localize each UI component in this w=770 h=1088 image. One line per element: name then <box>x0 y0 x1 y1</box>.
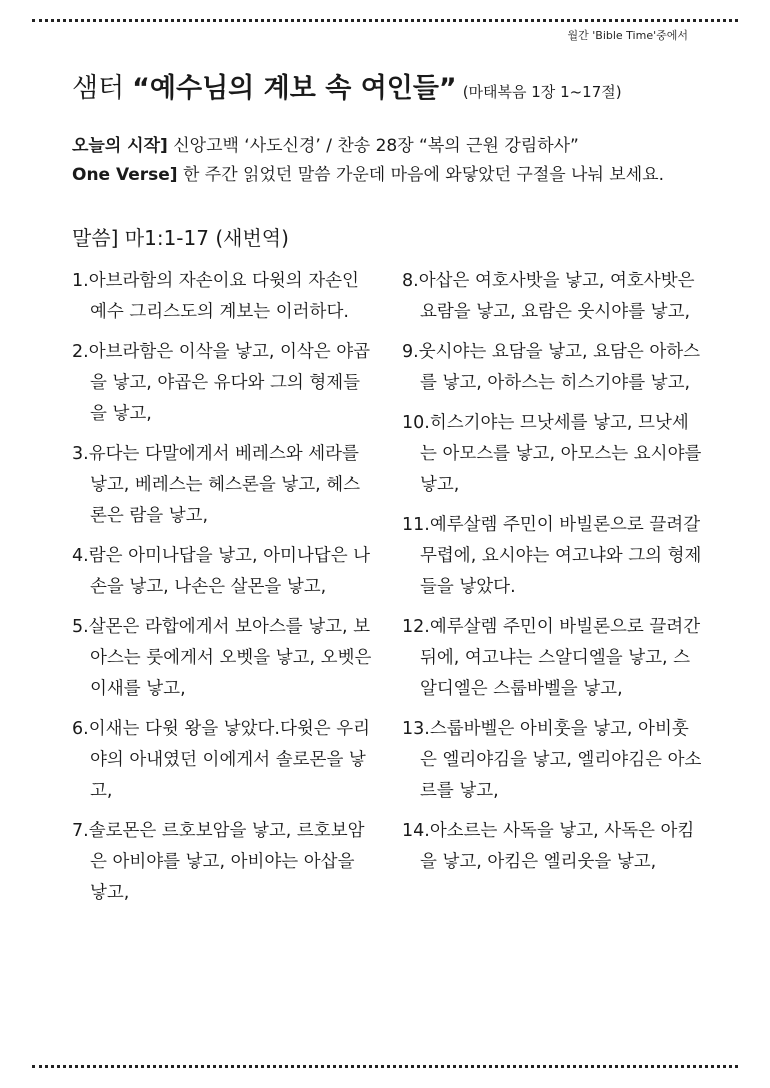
verse-12: 12.예루살렘 주민이 바빌론으로 끌려간 뒤에, 여고냐는 스알디엘을 낳고, 스알디엘은 스룹바벨을 낳고, <box>402 617 701 699</box>
verse-13: 13.스룹바벨은 아비훗을 낳고, 아비훗은 엘리야김을 낳고, 엘리야김은 아소르를 낳고, <box>402 719 702 801</box>
bottom-dotted-rule <box>32 1065 738 1068</box>
opening-text: 신앙고백 ‘사도신경’ / 찬송 28장 “복의 근원 강림하사” <box>173 136 579 156</box>
verse-3: 3.유다는 다말에게서 베레스와 세라를 낳고, 베레스는 헤스론을 낳고, 헤스론은 람을 낳고, <box>72 444 361 526</box>
verse-column-left <box>72 266 372 918</box>
title-lead: 샘터 <box>72 73 125 104</box>
page-title <box>72 66 622 105</box>
source-credit: 월간 'Bible Time'중에서 <box>567 29 688 42</box>
opening-line <box>72 131 579 156</box>
verse-6: 6.이새는 다윗 왕을 낳았다.다윗은 우리야의 아내였던 이에게서 솔로몬을 낳고, <box>72 719 371 801</box>
verse-14: 14.아소르는 사독을 낳고, 사독은 아킴을 낳고, 아킴은 엘리웃을 낳고, <box>402 821 695 872</box>
opening-label: 오늘의 시작] <box>72 136 168 156</box>
verse-10: 10.히스기야는 므낫세를 낳고, 므낫세는 아모스를 낳고, 아모스는 요시야를 낳고, <box>402 413 702 495</box>
title-scripture-reference: (마태복음 1장 1~17절) <box>462 83 622 101</box>
verse-5: 5.살몬은 라합에게서 보아스를 낳고, 보아스는 룻에게서 오벳을 낳고, 오벳은 이새를 낳고, <box>72 617 372 699</box>
one-verse-text: 한 주간 읽었던 말씀 가운데 마음에 와닿았던 구절을 나눠 보세요. <box>182 165 664 185</box>
verse-2: 2.아브라함은 이삭을 낳고, 이삭은 야곱을 낳고, 야곱은 유다와 그의 형제들을 낳고, <box>72 342 371 424</box>
title-main: “예수님의 계보 속 여인들” <box>132 73 457 104</box>
one-verse-label: One Verse] <box>72 165 178 185</box>
verse-4: 4.람은 아미나답을 낳고, 아미나답은 나손을 낳고, 나손은 살몬을 낳고, <box>72 546 371 597</box>
scripture-heading: 말씀] 마1:1-17 (새번역) <box>72 226 289 250</box>
verse-9: 9.웃시야는 요담을 낳고, 요담은 아하스를 낳고, 아하스는 히스기야를 낳고, <box>402 342 701 393</box>
verse-7: 7.솔로몬은 르호보암을 낳고, 르호보암은 아비야를 낳고, 아비야는 아삽을 낳고, <box>72 821 365 903</box>
verse-1: 1.아브라함의 자손이요 다윗의 자손인 예수 그리스도의 계보는 이러하다. <box>72 271 359 322</box>
verse-8: 8.아삽은 여호사밧을 낳고, 여호사밧은 요람을 낳고, 요람은 웃시야를 낳고, <box>402 271 695 322</box>
top-dotted-rule <box>32 19 738 22</box>
one-verse-line <box>72 160 664 185</box>
verse-column-right <box>402 266 702 887</box>
verse-11: 11.예루살렘 주민이 바빌론으로 끌려갈 무렵에, 요시야는 여고냐와 그의 형제들을 낳았다. <box>402 515 702 597</box>
